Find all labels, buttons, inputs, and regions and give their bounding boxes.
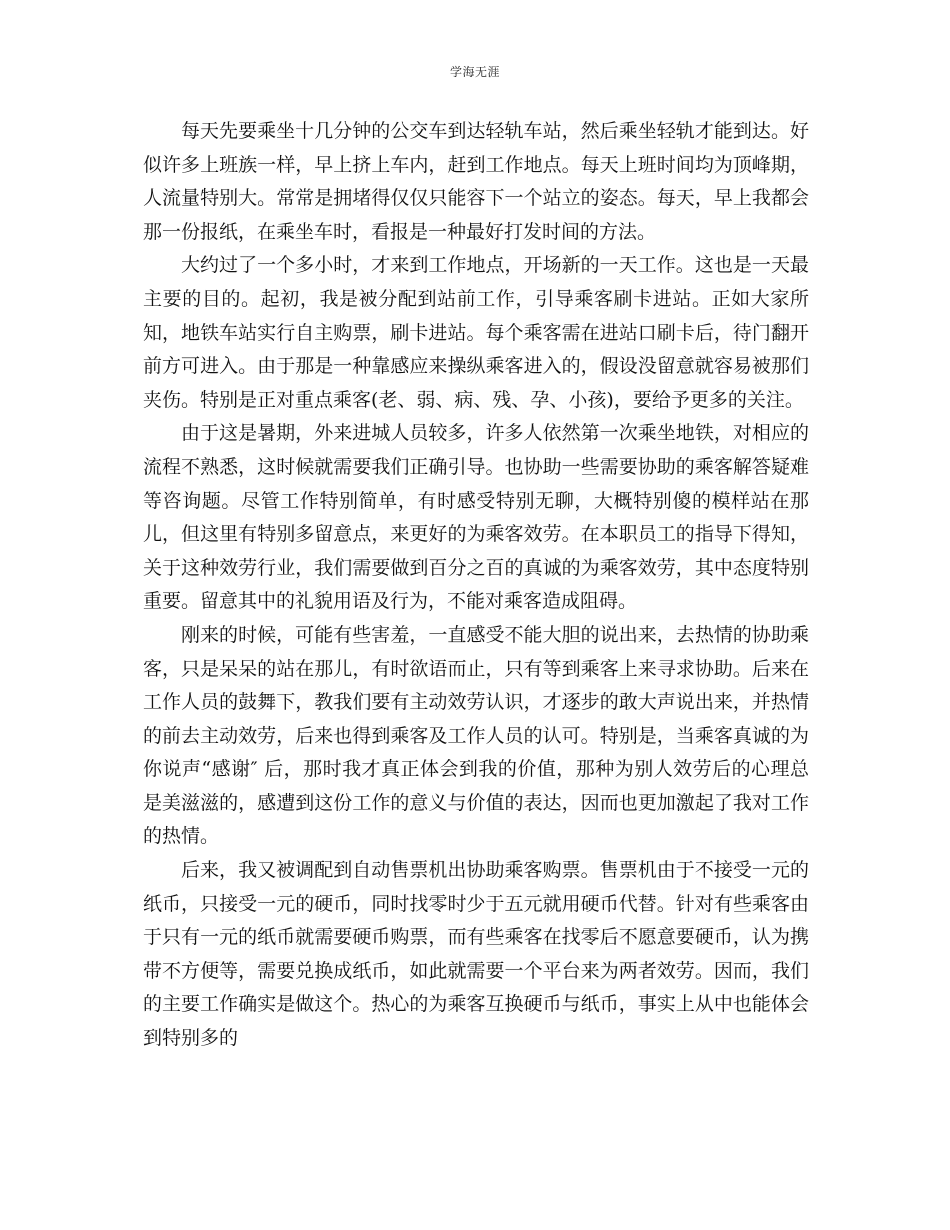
paragraph-1: 每天先要乘坐十几分钟的公交车到达轻轨车站，然后乘坐轻轨才能到达。好似许多上班族一样，早上挤上车内，赶到工作地点。每天上班时间均为顶峰期，人流量特别大。常常是拥堵得仅仅只能容下一个站立的姿态。每天，早上我都会那一份报纸，在乘坐车时，看报是一种最好打发时间的方法。 [143,120,809,243]
paragraph-4: 刚来的时候，可能有些害羞，一直感受不能大胆的说出来，去热情的协助乘客，只是呆呆的站在那儿，有时欲语而止，只有等到乘客上来寻求协助。后来在工作人员的鼓舞下，教我们要有主动效劳认识，才逐步的敢大声说出来，并热情的前去主动效劳，后来也得到乘客及工作人员的认可。特别是，当乘客真诚的为你说声“感谢″ 后，那时我才真正体会到我的价值，那种为别人效劳后的心理总是美滋滋的，感遭到这份工作的意义与价值的表达，因而也更加激起了我对工作的热情。 [143,623,809,848]
paragraph-3: 由于这是暑期，外来进城人员较多，许多人依然第一次乘坐地铁，对相应的流程不熟悉，这时候就需要我们正确引导。也协助一些需要协助的乘客解答疑难等咨询题。尽管工作特别简单，有时感受特别无聊，大概特别傻的模样站在那儿，但这里有特别多留意点，来更好的为乘客效劳。在本职员工的指导下得知，关于这种效劳行业，我们需要做到百分之百的真诚的为乘客效劳，其中态度特别重要。留意其中的礼貌用语及行为，不能对乘客造成阻碍。 [143,422,809,613]
paragraph-5: 后来，我又被调配到自动售票机出协助乘客购票。售票机由于不接受一元的纸币，只接受一元的硬币，同时找零时少于五元就用硬币代替。针对有些乘客由于只有一元的纸币就需要硬币购票，而有些乘客在找零后不愿意要硬币，认为携带不方便等，需要兑换成纸币，如此就需要一个平台来为两者效劳。因而，我们的主要工作确实是做这个。热心的为乘客互换硬币与纸币，事实上从中也能体会到特别多的 [143,859,809,1050]
page-header: 学海无涯 [449,65,500,79]
paragraph-2: 大约过了一个多小时，才来到工作地点，开场新的一天工作。这也是一天最主要的目的。起初，我是被分配到站前工作，引导乘客刷卡进站。正如大家所知，地铁车站实行自主购票，刷卡进站。每个乘客需在进站口刷卡后，待门翻开前方可进入。由于那是一种靠感应来操纵乘客进入的，假设没留意就容易被那们夹伤。特别是正对重点乘客(老、弱、病、残、孕、小孩)，要给予更多的关注。 [143,254,809,411]
document-body [143,115,809,1056]
